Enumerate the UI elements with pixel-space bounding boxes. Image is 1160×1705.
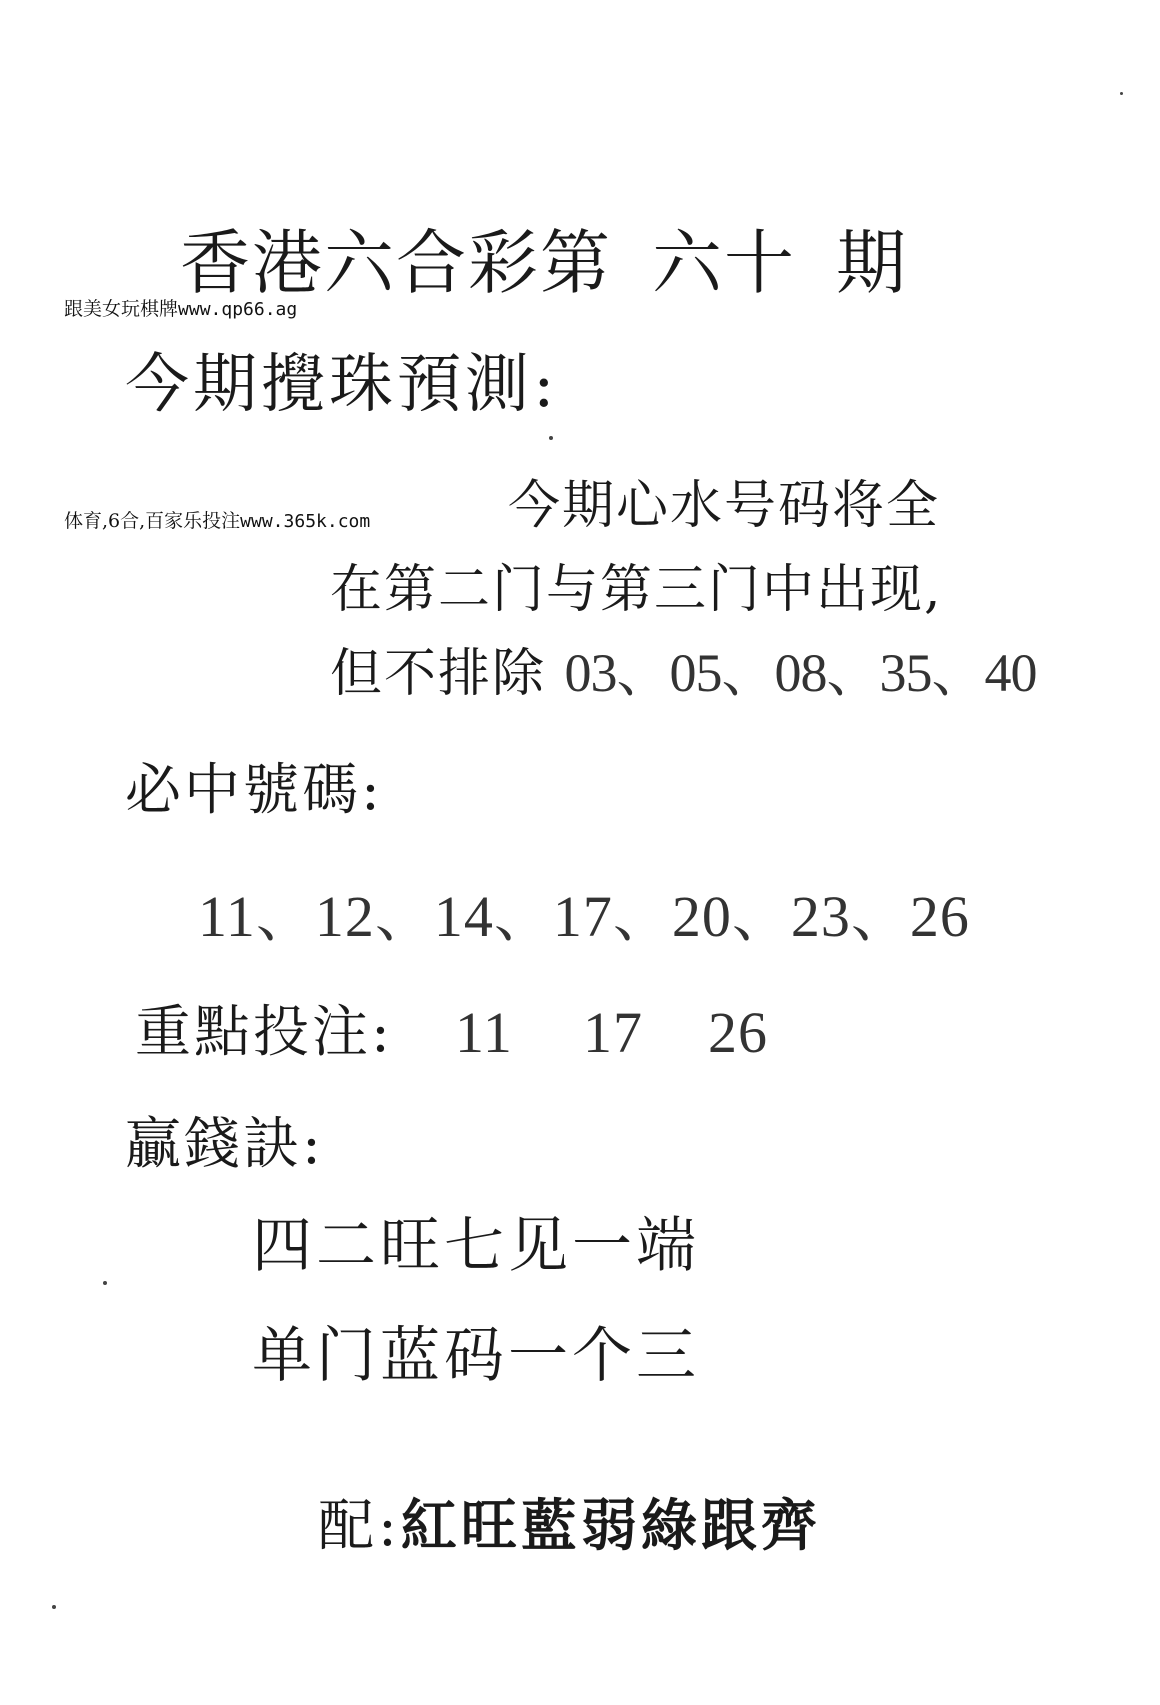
must-hit-heading: 必中號碼:: [125, 758, 383, 823]
footer-text: 紅旺藍弱綠跟齊: [400, 1493, 821, 1559]
scan-speck: [103, 1281, 107, 1285]
page-title: [180, 222, 908, 304]
win-tips-heading: 贏錢訣:: [125, 1112, 324, 1177]
title-suffix: 期: [836, 222, 908, 304]
focus-bet-number-3: 26: [708, 1000, 768, 1065]
scan-speck: [1120, 92, 1123, 95]
scan-speck: [549, 436, 553, 440]
prediction-line-1: 今期心水号码将全: [508, 476, 941, 536]
watermark-qp66-url: www.qp66.ag: [178, 299, 298, 320]
focus-bet-label: 重點投注:: [135, 1000, 393, 1065]
win-tips-line-1: 四二旺七见一端: [252, 1211, 700, 1281]
footer-note: [318, 1493, 821, 1559]
prediction-heading: 今期攪珠預測:: [125, 348, 559, 422]
footer-label: 配:: [318, 1494, 401, 1559]
watermark-365k: [64, 512, 370, 531]
title-issue: 六十: [652, 222, 796, 304]
title-main: 香港六合彩第: [180, 222, 612, 304]
prediction-line-3-prefix: 但不排除: [330, 644, 547, 704]
prediction-line-2: 在第二门与第三门中出现,: [330, 560, 943, 620]
focus-bet-number-1: 11: [455, 1000, 513, 1065]
watermark-qp66-text: 跟美女玩棋牌: [64, 298, 179, 320]
watermark-365k-url: www.365k.com: [240, 511, 371, 532]
win-tips-line-2: 单门蓝码一个三: [252, 1321, 700, 1391]
focus-bet-number-2: 17: [583, 1000, 643, 1065]
excluded-numbers: 03、05、08、35、40: [564, 643, 1037, 703]
watermark-365k-text: 体育,6合,百家乐投注: [64, 510, 241, 532]
must-hit-numbers: 11、12、14、17、20、23、26: [198, 884, 970, 949]
prediction-line-3: [330, 643, 1037, 704]
scan-speck: [52, 1605, 56, 1609]
